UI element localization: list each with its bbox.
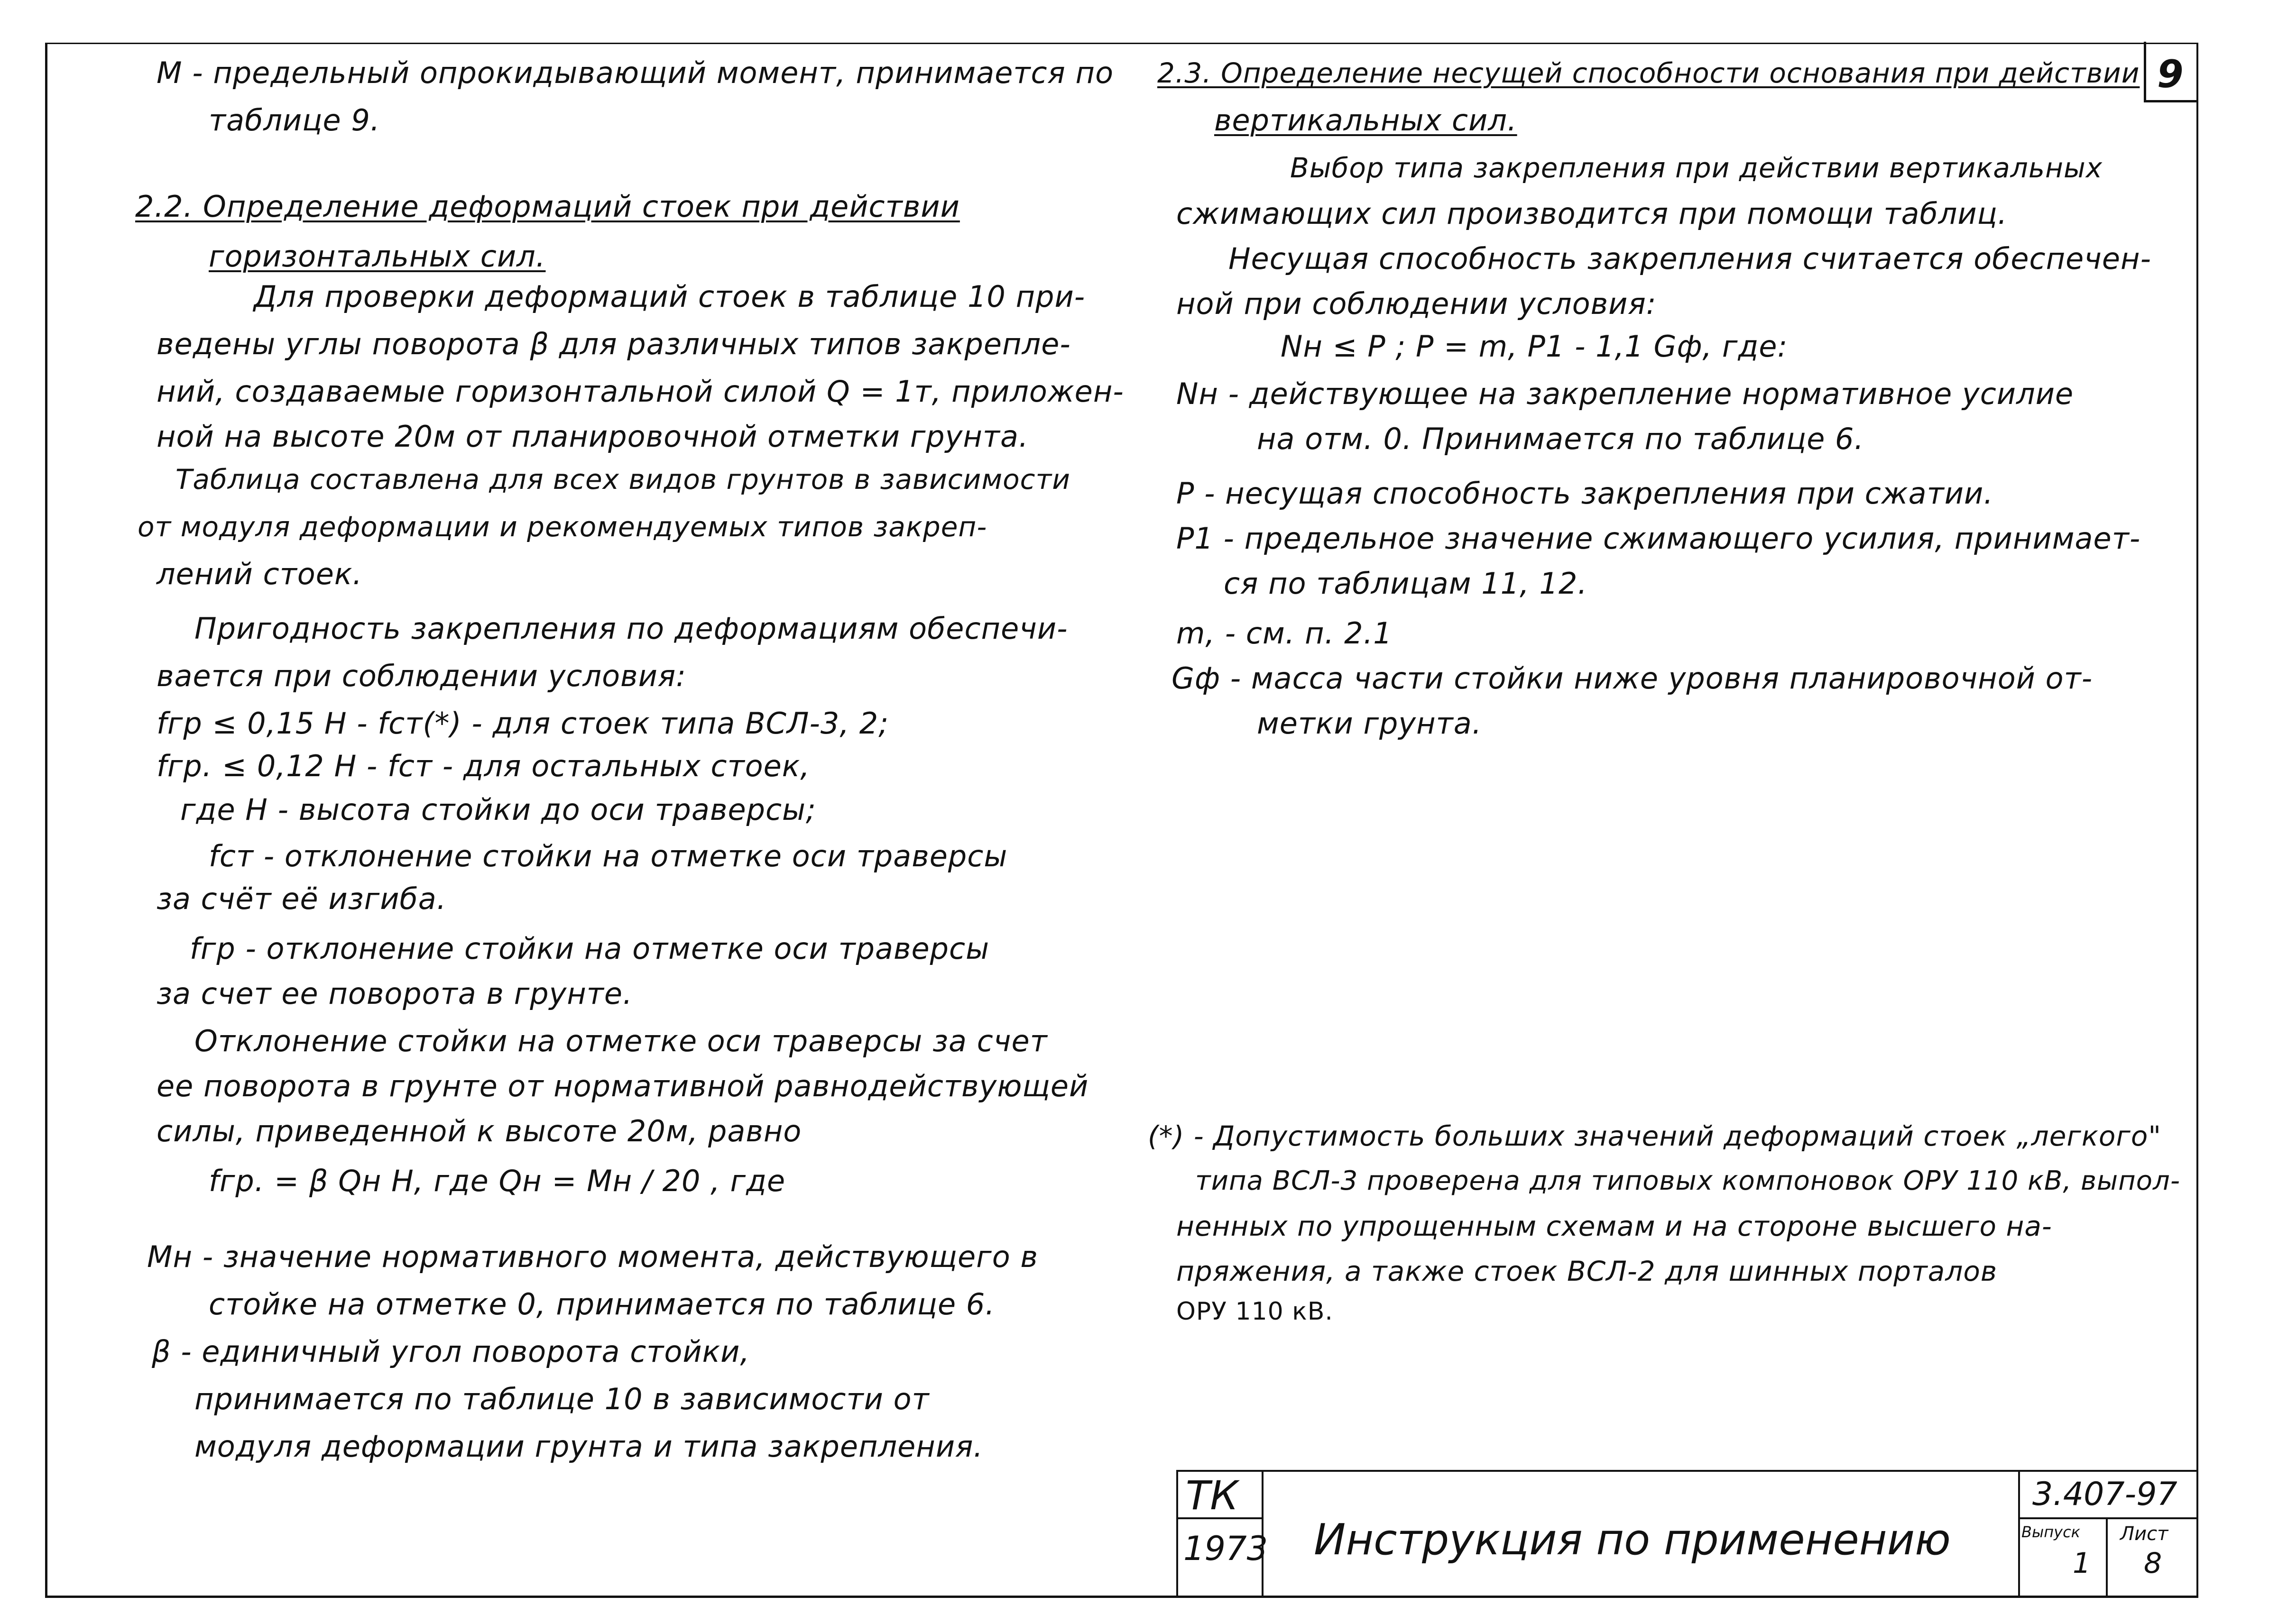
- right-line-13: m, - см. п. 2.1: [1176, 616, 1393, 651]
- formula-4: Nн ≤ P ; P = m, P1 - 1,1 Gф, где:: [1281, 329, 1788, 364]
- left-line-13: вается при соблюдении условия:: [157, 659, 687, 693]
- footnote-line-4: пряжения, а также стоек ВСЛ-2 для шинных порталов: [1176, 1255, 1998, 1287]
- section-2-2-heading: 2.2. Определение деформаций стоек при действии: [135, 189, 960, 224]
- left-line-21: Отклонение стойки на отметке оси траверсы за счет: [194, 1024, 1048, 1058]
- section-2-3-heading: 2.3. Определение несущей способности основания при действии: [1157, 57, 2140, 89]
- left-line-19: fгр - отклонение стойки на отметке оси траверсы: [190, 931, 990, 966]
- section-2-3-heading-cont: вертикальных сил.: [1214, 103, 1517, 138]
- year: 1973: [1183, 1529, 1268, 1568]
- right-line-10: P - несущая способность закрепления при сжатии.: [1176, 476, 1994, 511]
- document-title: Инструкция по применению: [1314, 1515, 1951, 1565]
- right-line-14: Gф - масса части стойки ниже уровня планировочной от-: [1171, 661, 2093, 696]
- page-number: 9: [2157, 52, 2184, 96]
- left-line-12: Пригодность закрепления по деформациям обеспечи-: [194, 611, 1068, 646]
- issue-value: 1: [2073, 1547, 2091, 1580]
- left-line-18: за счёт её изгиба.: [157, 881, 447, 916]
- formula-2: fгр. ≤ 0,12 H - fст - для остальных стоек,: [157, 749, 810, 783]
- left-line-20: за счет ее поворота в грунте.: [157, 976, 633, 1011]
- footnote-line-1: (*) - Допустимость больших значений деформаций стоек „легкого": [1148, 1120, 2162, 1152]
- left-line-1: М - предельный опрокидывающий момент, принимается по: [157, 55, 1114, 90]
- sheet-value: 8: [2144, 1547, 2162, 1580]
- formula-3: fгр. = β Qн H, где Qн = Мн / 20 , где: [209, 1164, 786, 1198]
- right-line-15: метки грунта.: [1257, 706, 1482, 741]
- left-line-2: таблице 9.: [209, 103, 380, 138]
- left-line-7: ний, создаваемые горизонтальной силой Q = 1т, приложен-: [157, 374, 1124, 409]
- sheet-label: Лист: [2120, 1523, 2168, 1545]
- footnote-line-2: типа ВСЛ-3 проверена для типовых компоновок ОРУ 110 кВ, выпол-: [1195, 1165, 2181, 1196]
- left-line-27: β - единичный угол поворота стойки,: [152, 1334, 750, 1369]
- left-line-22: ее поворота в грунте от нормативной равнодействующей: [157, 1069, 1089, 1103]
- left-line-25: Мн - значение нормативного момента, действующего в: [147, 1239, 1038, 1274]
- org-code: ТК: [1186, 1472, 1238, 1519]
- left-line-9: Таблица составлена для всех видов грунтов в зависимости: [175, 463, 1070, 495]
- right-line-11: P1 - предельное значение сжимающего усилия, принимает-: [1176, 521, 2141, 556]
- document-code: 3.407-97: [2032, 1476, 2177, 1513]
- left-line-29: модуля деформации грунта и типа закрепления.: [194, 1429, 984, 1464]
- left-line-5: Для проверки деформаций стоек в таблице 10 при-: [254, 279, 1086, 314]
- right-line-4: сжимающих сил производится при помощи таблиц.: [1176, 196, 2008, 231]
- left-line-28: принимается по таблице 10 в зависимости от: [194, 1382, 930, 1416]
- issue-label: Выпуск: [2021, 1523, 2080, 1541]
- left-line-26: стойке на отметке 0, принимается по таблице 6.: [209, 1287, 995, 1321]
- footnote-line-5: ОРУ 110 кВ.: [1176, 1297, 1333, 1326]
- right-line-12: ся по таблицам 11, 12.: [1224, 566, 1588, 601]
- section-2-2-heading-cont: горизонтальных сил.: [209, 239, 546, 274]
- left-line-8: ной на высоте 20м от планировочной отметки грунта.: [157, 419, 1029, 454]
- right-line-5: Несущая способность закрепления считается обеспечен-: [1228, 241, 2151, 276]
- formula-1: fгр ≤ 0,15 H - fст(*) - для стоек типа ВСЛ-3, 2;: [157, 706, 889, 741]
- footnote-line-3: ненных по упрощенным схемам и на стороне высшего на-: [1176, 1210, 2052, 1242]
- right-line-6: ной при соблюдении условия:: [1176, 286, 1657, 321]
- left-line-11: лений стоек.: [157, 557, 363, 591]
- left-line-17: fст - отклонение стойки на отметке оси траверсы: [209, 839, 1008, 873]
- left-line-23: силы, приведенной к высоте 20м, равно: [157, 1114, 802, 1148]
- left-line-10: от модуля деформации и рекомендуемых типов закреп-: [138, 511, 987, 543]
- right-line-9: на отм. 0. Принимается по таблице 6.: [1257, 422, 1864, 456]
- right-line-8: Nн - действующее на закрепление нормативное усилие: [1176, 376, 2074, 411]
- right-line-3: Выбор типа закрепления при действии вертикальных: [1290, 152, 2103, 184]
- left-line-6: ведены углы поворота β для различных типов закрепле-: [157, 327, 1071, 361]
- left-line-16: где H - высота стойки до оси траверсы;: [180, 792, 816, 827]
